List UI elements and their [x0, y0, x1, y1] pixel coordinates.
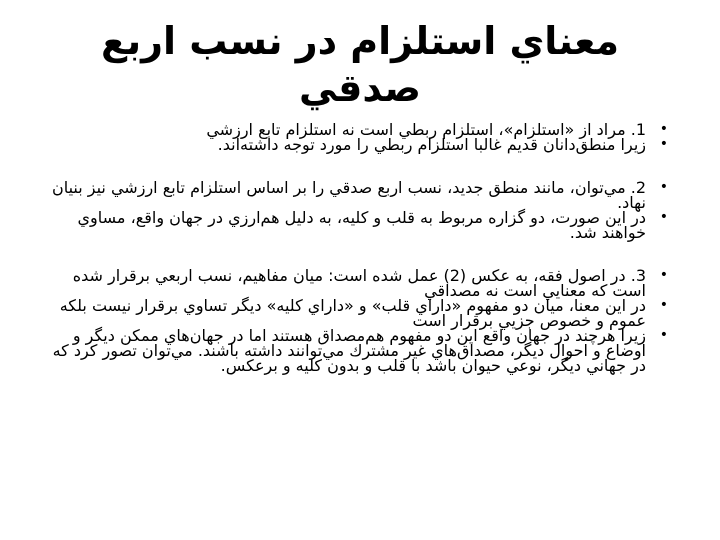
- bullet-item: • 1. مراد از «استلزام»، استلزام ربطي است نه استلزام تابع ارزشي: [48, 122, 668, 137]
- spacer: [48, 240, 668, 268]
- spacer: [48, 152, 668, 180]
- bullet-item: • در اين معنا، ميان دو مفهوم «داراي قلب» و «داراي كليه» ديگر تساوي برقرار نيست بلكه عموم و خصوص جزيي برقرار است: [48, 298, 668, 328]
- bullet-item: • زيرا منطق‌دانان قديم غالبا استلزام ربطي را مورد توجه داشته‌اند.: [48, 137, 668, 152]
- bullet-list: [48, 122, 668, 373]
- bullet-item: • در اين صورت، دو گزاره مربوط به قلب و كليه، به دليل هم‌ارزي در جهان واقع، مساوي خواهند شد.: [48, 210, 668, 240]
- slide-title: معناي استلزام در نسب اربع صدقي: [100, 19, 620, 110]
- bullet-item: • زيرا هرچند در جهان واقع اين دو مفهوم هم‌مصداق هستند اما در جهان‌هاي ممكن ديگر و اوضاع و احوال ديگر، مصداق‌هاي غير مشترك مي‌توانند داشته باشند. مي‌توان تصور كرد كه در جهاني ديگر، نوعي حيوان باشد با قلب و بدون كليه و برعكس.: [48, 328, 668, 373]
- bullet-item: • 3. در اصول فقه، به عكس (2) عمل شده است: ميان مفاهيم، نسب اربعي برقرار شده است كه معنايي است نه مصداقي: [48, 268, 668, 298]
- bullet-item: • 2. مي‌توان، مانند منطق جديد، نسب اربع صدقي را بر اساس استلزام تابع ارزشي نيز بنيان نهاد.: [48, 180, 668, 210]
